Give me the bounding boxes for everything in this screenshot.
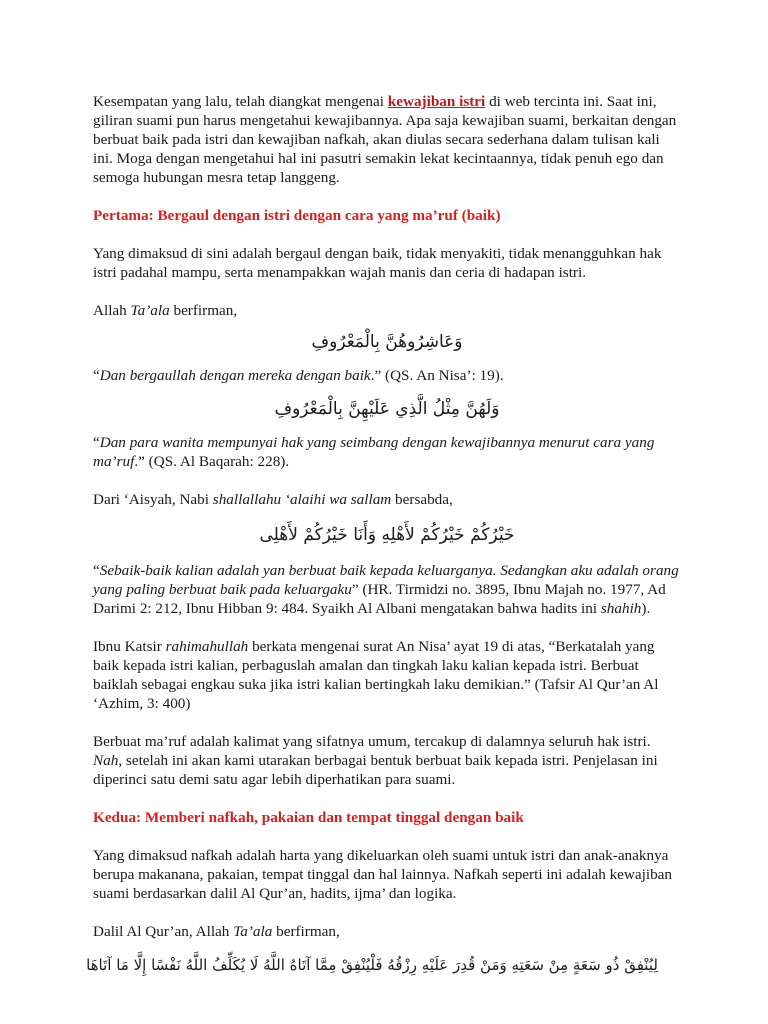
arabic-verse-1: وَعَاشِرُوهُنَّ بِالْمَعْرُوفِ xyxy=(311,332,463,352)
translation-2: “Dan para wanita mempunyai hak yang seimbang dengan kewajibannya menurut cara yang ma’ruf.” (QS. Al Baqarah: 228). xyxy=(93,434,655,470)
arabic-hadith: خَيْرُكُمْ خَيْرُكُمْ لأَهْلِهِ وَأَنَا خَيْرُكُمْ لأَهْلِى xyxy=(259,525,515,545)
arabic-verse-4: لِيُنْفِقْ ذُو سَعَةٍ مِنْ سَعَتِهِ وَمَنْ قُدِرَ عَلَيْهِ رِزْقُهُ فَلْيُنْفِقْ مِمَّا آتَاهُ اللَّهُ لَا يُكَلِّفُ اللَّهُ نَفْسًا إِلَّا مَا آتَاهَا xyxy=(86,956,658,974)
section1-heading: Pertama: Bergaul dengan istri dengan cara yang ma’ruf (baik) xyxy=(93,207,501,224)
hadith-intro-line: Dari ‘Aisyah, Nabi shallallahu ‘alaihi wa sallam bersabda, xyxy=(93,491,453,508)
kewajiban-istri-link[interactable]: kewajiban istri xyxy=(387,93,486,110)
intro-paragraph: Kesempatan yang lalu, telah diangkat mengenai kewajiban istri di web tercinta ini. Saat ini, giliran suami pun harus mengetahui kewajibannya. Apa saja kewajiban suami, berkaitan dengan berbuat baik pada istri dan kewajiban nafkah, akan diulas secara sederhana dalam tulisan kali ini. Moga dengan mengetahui hal ini pasutri semakin lekat kecintaannya, tidak penuh ego dan semoga hubungan mesra tetap langgeng. xyxy=(93,93,677,186)
section2-heading: Kedua: Memberi nafkah, pakaian dan tempat tinggal dengan baik xyxy=(93,809,524,826)
allah-berfirman-line: Allah Ta’ala berfirman, xyxy=(93,302,238,319)
maruf-paragraph: Berbuat ma’ruf adalah kalimat yang sifatnya umum, tercakup di dalamnya seluruh hak istri. Nah, setelah ini akan kami utarakan berbagai bentuk berbuat baik kepada istri. Penjelasan ini diperinci satu demi satu agar lebih diperhatikan para suami. xyxy=(93,733,658,788)
section1-paragraph: Yang dimaksud di sini adalah bergaul dengan baik, tidak menyakiti, tidak menangguhkan hak istri padahal mampu, serta menampakkan wajah manis dan ceria di hadapan istri. xyxy=(93,245,662,281)
dalil-line: Dalil Al Qur’an, Allah Ta’ala berfirman, xyxy=(93,923,340,940)
ibnu-katsir-paragraph: Ibnu Katsir rahimahullah berkata mengenai surat An Nisa’ ayat 19 di atas, “Berkatalah yang baik kepada istri kalian, perbaguslah amalan dan tingkah laku kalian kepada istri. Berbuat baiklah sebagai engkau suka jika istri kalian bertingkah laku demikian.” (Tafsir Al Qur’an Al ‘Azhim, 3: 400) xyxy=(93,638,659,712)
translation-1: “Dan bergaullah dengan mereka dengan baik.” (QS. An Nisa’: 19). xyxy=(93,367,504,384)
translation-3: “Sebaik-baik kalian adalah yan berbuat baik kepada keluarganya. Sedangkan aku adalah orang yang paling berbuat baik pada keluargaku” (HR. Tirmidzi no. 3895, Ibnu Majah no. 1977, Ad Darimi 2: 212, Ibnu Hibban 9: 484. Syaikh Al Albani mengatakan bahwa hadits ini shahih). xyxy=(93,562,679,617)
section2-paragraph: Yang dimaksud nafkah adalah harta yang dikeluarkan oleh suami untuk istri dan anak-anaknya berupa makanana, pakaian, tempat tinggal dan hal lainnya. Nafkah seperti ini adalah kewajiban suami berdasarkan dalil Al Qur’an, hadits, ijma’ dan logika. xyxy=(93,847,673,902)
arabic-verse-2: وَلَهُنَّ مِثْلُ الَّذِي عَلَيْهِنَّ بِالْمَعْرُوفِ xyxy=(274,399,500,419)
article-body xyxy=(86,92,681,975)
